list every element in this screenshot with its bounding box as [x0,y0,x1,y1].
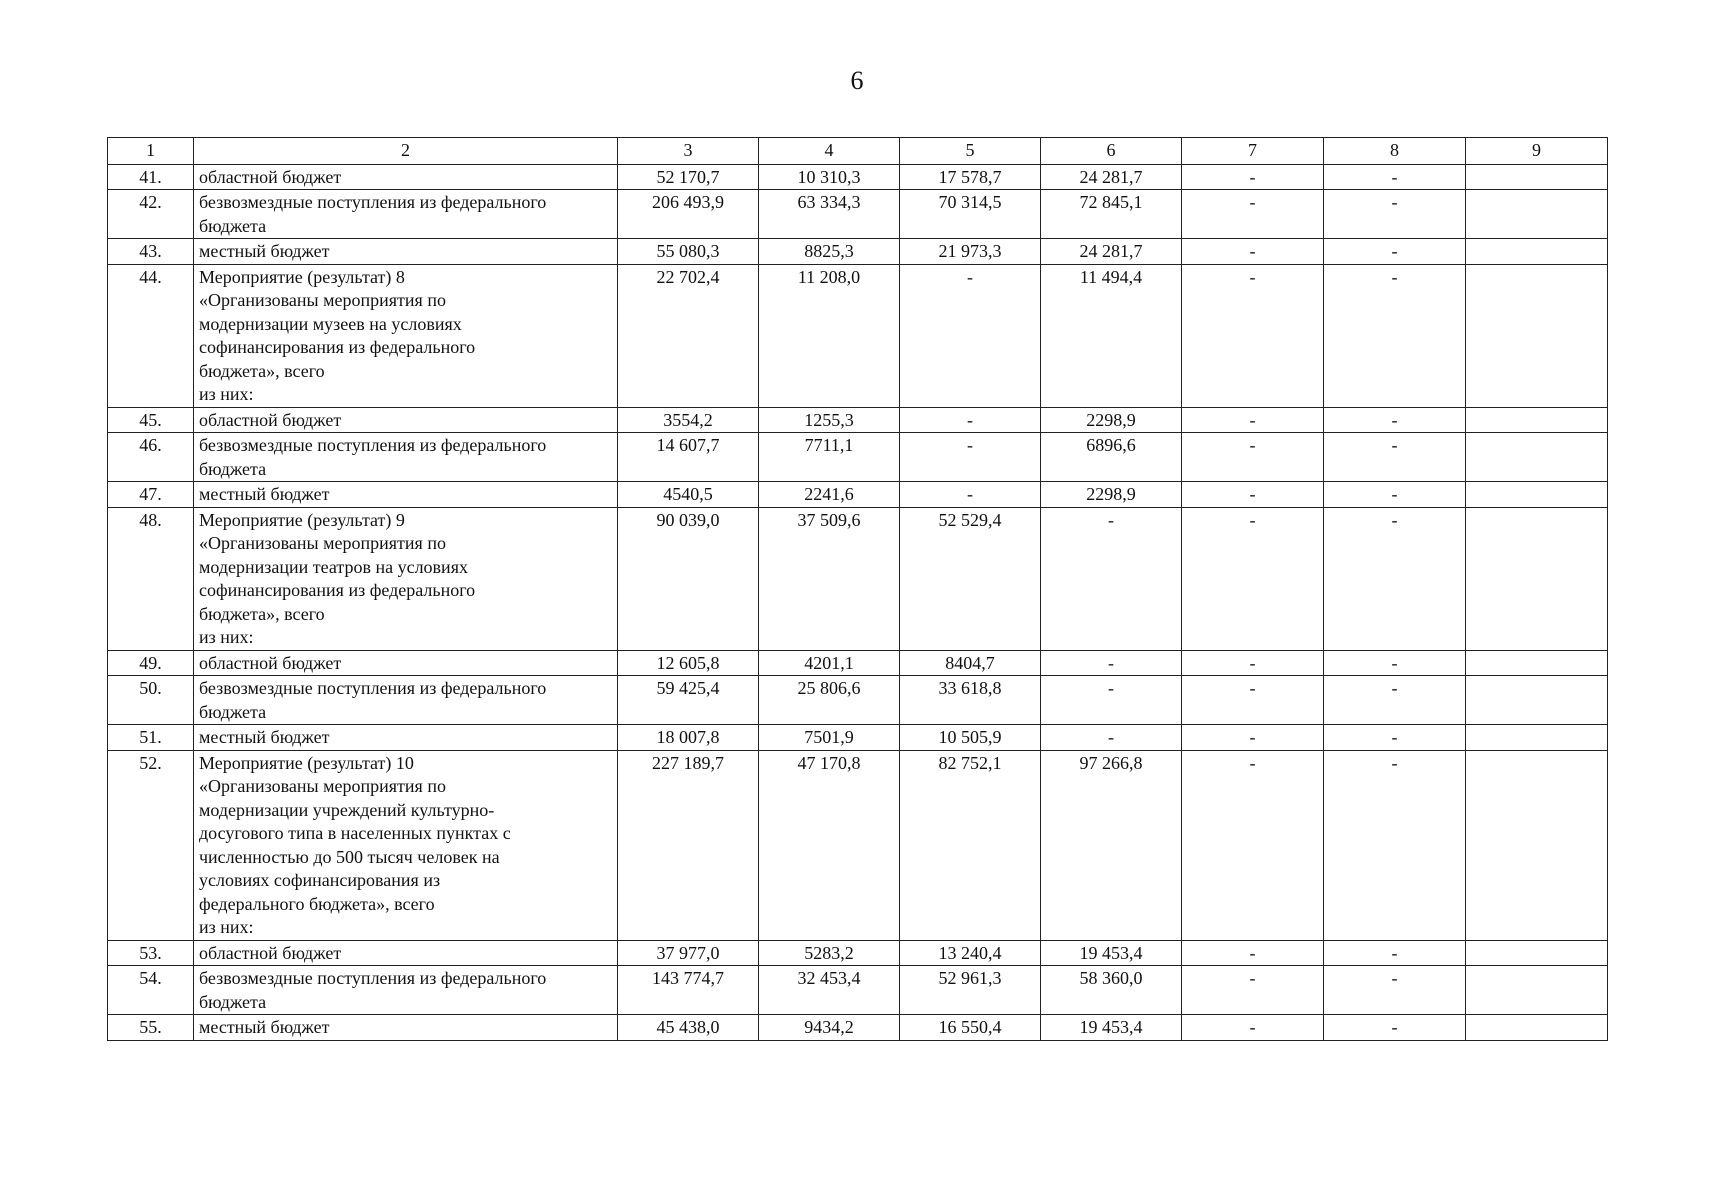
description-line: областной бюджет [199,652,342,673]
description-line: безвозмездные поступления из федерального [199,968,547,988]
budget-table [107,137,1608,1041]
description-line: досугового типа в населенных пунктах с [199,823,511,843]
row-description [194,725,618,751]
value-cell-c5: 8404,7 [900,650,1041,676]
table-row [108,507,1608,650]
row-number: 54. [108,966,194,1015]
column-header: 6 [1041,138,1182,165]
row-number: 49. [108,650,194,676]
value-cell-c9 [1466,507,1608,650]
value-cell-c3: 90 039,0 [618,507,759,650]
value-cell-c5: 82 752,1 [900,750,1041,940]
value-cell-c3: 18 007,8 [618,725,759,751]
value-cell-c4: 5283,2 [759,940,900,966]
row-number: 43. [108,239,194,265]
description-line: Мероприятие (результат) 10 [199,752,414,773]
value-cell-c8: - [1324,940,1466,966]
description-line: областной бюджет [199,409,342,430]
value-cell-c8: - [1324,433,1466,482]
row-number: 51. [108,725,194,751]
row-number: 45. [108,407,194,433]
description-line: из них: [199,917,254,937]
value-cell-c7: - [1182,407,1324,433]
value-cell-c5: 13 240,4 [900,940,1041,966]
description-line: модернизации театров на условиях [199,556,468,577]
value-cell-c4: 47 170,8 [759,750,900,940]
row-description [194,407,618,433]
value-cell-c3: 52 170,7 [618,164,759,190]
value-cell-c6: - [1041,507,1182,650]
value-cell-c4: 2241,6 [759,482,900,508]
value-cell-c8: - [1324,725,1466,751]
value-cell-c3: 227 189,7 [618,750,759,940]
description-line: модернизации музеев на условиях [199,313,462,334]
description-line: безвозмездные поступления из федерального [199,678,547,698]
row-number: 55. [108,1015,194,1041]
table-row [108,164,1608,190]
value-cell-c8: - [1324,264,1466,407]
value-cell-c5: - [900,482,1041,508]
description-line: «Организованы мероприятия по [199,290,446,310]
value-cell-c3: 4540,5 [618,482,759,508]
value-cell-c3: 3554,2 [618,407,759,433]
description-line: областной бюджет [199,166,342,187]
value-cell-c8: - [1324,966,1466,1015]
value-cell-c3: 22 702,4 [618,264,759,407]
value-cell-c5: 21 973,3 [900,239,1041,265]
value-cell-c6: 24 281,7 [1041,239,1182,265]
table-row [108,725,1608,751]
value-cell-c9 [1466,190,1608,239]
column-header: 1 [108,138,194,165]
description-line: бюджета [199,215,267,236]
description-line: бюджета», всего [199,360,325,381]
table-row [108,966,1608,1015]
row-description [194,966,618,1015]
value-cell-c6: 11 494,4 [1041,264,1182,407]
value-cell-c9 [1466,1015,1608,1041]
description-line: модернизации учреждений культурно- [199,799,495,820]
table-row [108,940,1608,966]
value-cell-c6: 19 453,4 [1041,1015,1182,1041]
value-cell-c4: 4201,1 [759,650,900,676]
description-line: безвозмездные поступления из федерального [199,192,547,212]
value-cell-c9 [1466,650,1608,676]
value-cell-c7: - [1182,725,1324,751]
description-line: местный бюджет [199,241,330,261]
value-cell-c4: 7711,1 [759,433,900,482]
description-line: бюджета [199,991,267,1012]
table-row [108,1015,1608,1041]
value-cell-c5: 70 314,5 [900,190,1041,239]
value-cell-c9 [1466,725,1608,751]
value-cell-c4: 10 310,3 [759,164,900,190]
value-cell-c9 [1466,164,1608,190]
row-description [194,1015,618,1041]
description-line: из них: [199,384,254,404]
row-number: 48. [108,507,194,650]
description-line: бюджета», всего [199,603,325,624]
table-row [108,239,1608,265]
value-cell-c7: - [1182,482,1324,508]
value-cell-c8: - [1324,750,1466,940]
value-cell-c7: - [1182,164,1324,190]
value-cell-c6: - [1041,725,1182,751]
value-cell-c7: - [1182,750,1324,940]
value-cell-c9 [1466,264,1608,407]
description-line: федерального бюджета», всего [199,893,435,914]
row-description [194,750,618,940]
value-cell-c3: 206 493,9 [618,190,759,239]
description-line: из них: [199,627,254,647]
row-description [194,940,618,966]
description-line: Мероприятие (результат) 9 [199,509,405,530]
column-header: 9 [1466,138,1608,165]
value-cell-c4: 9434,2 [759,1015,900,1041]
value-cell-c4: 11 208,0 [759,264,900,407]
value-cell-c6: 2298,9 [1041,407,1182,433]
value-cell-c9 [1466,407,1608,433]
column-header: 7 [1182,138,1324,165]
value-cell-c7: - [1182,239,1324,265]
value-cell-c6: 6896,6 [1041,433,1182,482]
value-cell-c6: 97 266,8 [1041,750,1182,940]
row-description [194,676,618,725]
table-row [108,750,1608,940]
value-cell-c8: - [1324,239,1466,265]
value-cell-c5: - [900,264,1041,407]
value-cell-c3: 45 438,0 [618,1015,759,1041]
row-number: 50. [108,676,194,725]
description-line: местный бюджет [199,484,330,504]
value-cell-c4: 8825,3 [759,239,900,265]
value-cell-c6: 24 281,7 [1041,164,1182,190]
table-row [108,482,1608,508]
column-header: 2 [194,138,618,165]
description-line: «Организованы мероприятия по [199,776,446,796]
row-description [194,482,618,508]
value-cell-c7: - [1182,940,1324,966]
value-cell-c8: - [1324,676,1466,725]
table-row [108,650,1608,676]
row-number: 44. [108,264,194,407]
value-cell-c3: 143 774,7 [618,966,759,1015]
value-cell-c6: 58 360,0 [1041,966,1182,1015]
description-line: численностью до 500 тысяч человек на [199,846,500,867]
value-cell-c8: - [1324,482,1466,508]
value-cell-c5: 52 529,4 [900,507,1041,650]
value-cell-c3: 14 607,7 [618,433,759,482]
row-description [194,164,618,190]
row-description [194,264,618,407]
value-cell-c7: - [1182,1015,1324,1041]
value-cell-c9 [1466,676,1608,725]
row-number: 41. [108,164,194,190]
value-cell-c4: 32 453,4 [759,966,900,1015]
value-cell-c5: 16 550,4 [900,1015,1041,1041]
value-cell-c9 [1466,750,1608,940]
value-cell-c7: - [1182,676,1324,725]
value-cell-c5: 52 961,3 [900,966,1041,1015]
table-row [108,676,1608,725]
row-number: 46. [108,433,194,482]
value-cell-c7: - [1182,433,1324,482]
value-cell-c6: 19 453,4 [1041,940,1182,966]
value-cell-c3: 12 605,8 [618,650,759,676]
column-header: 8 [1324,138,1466,165]
row-description [194,650,618,676]
value-cell-c5: 33 618,8 [900,676,1041,725]
value-cell-c9 [1466,482,1608,508]
value-cell-c5: 17 578,7 [900,164,1041,190]
value-cell-c4: 7501,9 [759,725,900,751]
value-cell-c9 [1466,433,1608,482]
value-cell-c6: - [1041,676,1182,725]
value-cell-c4: 37 509,6 [759,507,900,650]
value-cell-c8: - [1324,190,1466,239]
row-description [194,507,618,650]
row-description [194,433,618,482]
value-cell-c4: 1255,3 [759,407,900,433]
value-cell-c7: - [1182,264,1324,407]
column-header: 5 [900,138,1041,165]
row-number: 53. [108,940,194,966]
value-cell-c9 [1466,966,1608,1015]
value-cell-c9 [1466,940,1608,966]
description-line: местный бюджет [199,727,330,747]
row-description [194,190,618,239]
value-cell-c8: - [1324,650,1466,676]
value-cell-c8: - [1324,507,1466,650]
table-row [108,407,1608,433]
value-cell-c3: 55 080,3 [618,239,759,265]
value-cell-c5: 10 505,9 [900,725,1041,751]
value-cell-c7: - [1182,650,1324,676]
description-line: софинансирования из федерального [199,580,476,600]
value-cell-c8: - [1324,407,1466,433]
table-row [108,264,1608,407]
value-cell-c3: 59 425,4 [618,676,759,725]
description-line: условиях софинансирования из [199,870,441,890]
value-cell-c7: - [1182,190,1324,239]
value-cell-c7: - [1182,966,1324,1015]
value-cell-c8: - [1324,164,1466,190]
column-header: 3 [618,138,759,165]
table-row [108,190,1608,239]
header-row [108,138,1608,165]
value-cell-c6: 2298,9 [1041,482,1182,508]
description-line: «Организованы мероприятия по [199,533,446,553]
row-number: 47. [108,482,194,508]
table-row [108,433,1608,482]
value-cell-c9 [1466,239,1608,265]
value-cell-c3: 37 977,0 [618,940,759,966]
column-header: 4 [759,138,900,165]
row-number: 42. [108,190,194,239]
value-cell-c4: 25 806,6 [759,676,900,725]
value-cell-c6: - [1041,650,1182,676]
value-cell-c8: - [1324,1015,1466,1041]
value-cell-c5: - [900,433,1041,482]
description-line: безвозмездные поступления из федерального [199,435,547,455]
description-line: бюджета [199,701,267,722]
row-description [194,239,618,265]
value-cell-c7: - [1182,507,1324,650]
description-line: местный бюджет [199,1017,330,1037]
value-cell-c6: 72 845,1 [1041,190,1182,239]
row-number: 52. [108,750,194,940]
description-line: бюджета [199,458,267,479]
page-number: 6 [850,66,864,95]
value-cell-c5: - [900,407,1041,433]
description-line: Мероприятие (результат) 8 [199,266,405,287]
description-line: софинансирования из федерального [199,337,476,357]
value-cell-c4: 63 334,3 [759,190,900,239]
description-line: областной бюджет [199,942,342,963]
